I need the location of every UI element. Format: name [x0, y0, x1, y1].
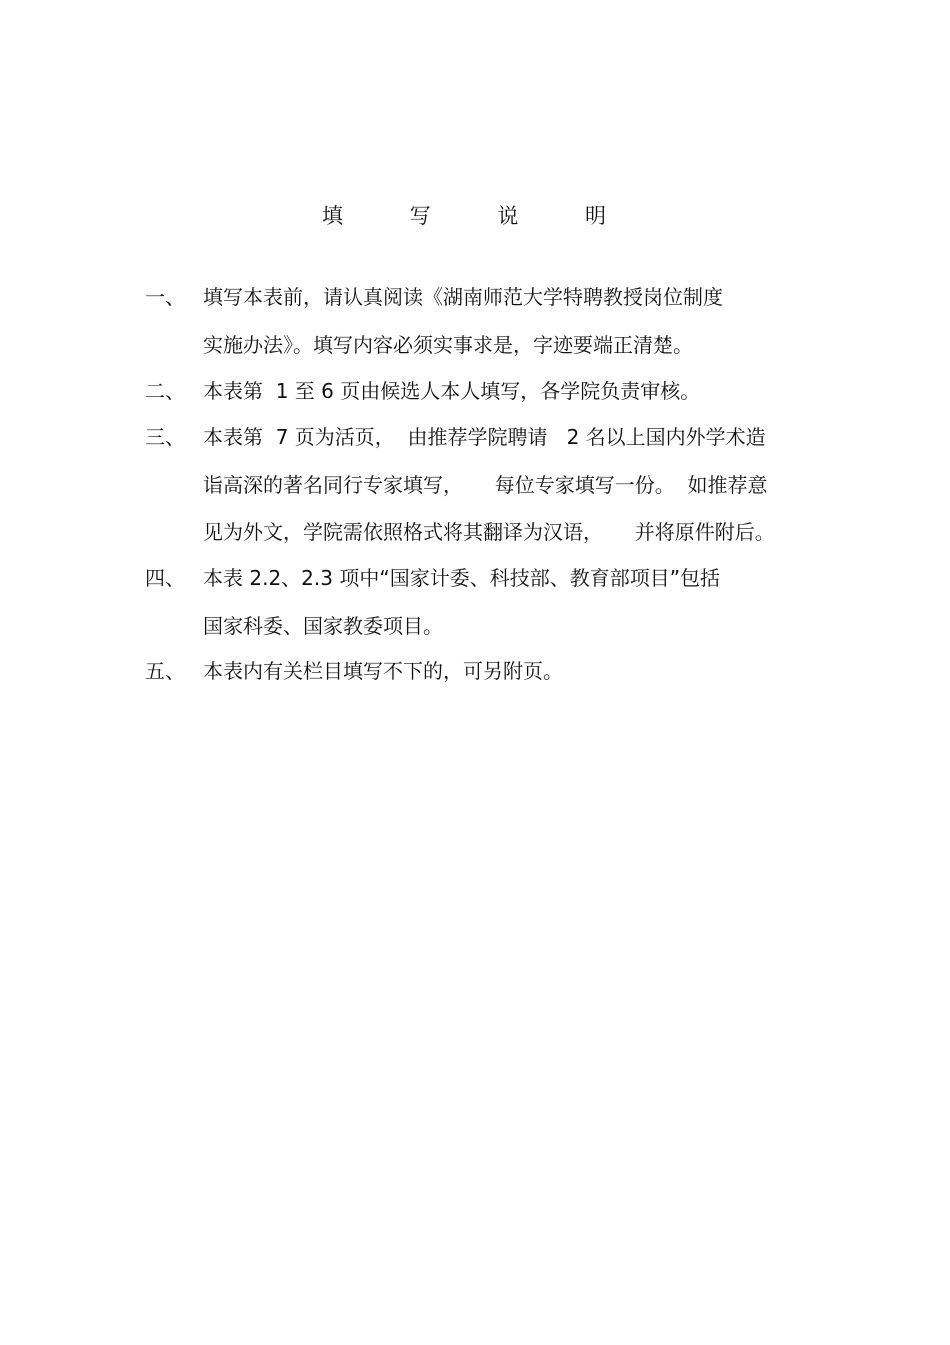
item-number: 三、 [145, 425, 185, 449]
page-title: 填 写 说 明 [321, 204, 637, 228]
item-number: 二、 [145, 379, 185, 403]
item-line: 诣高深的著名同行专家填写， 每位专家填写一份。 如推荐意 [203, 473, 768, 497]
item-number: 四、 [145, 566, 185, 590]
item-line: 本表第 7 页为活页， 由推荐学院聘请 2 名以上国内外学术造 [203, 425, 766, 449]
item-line: 见为外文，学院需依照格式将其翻译为汉语， 并将原件附后。 [203, 520, 775, 544]
item-line: 本表 2.2、2.3 项中“国家计委、科技部、教育部项目”包括 [203, 566, 721, 590]
item-line: 本表内有关栏目填写不下的，可另附页。 [203, 659, 563, 683]
item-number: 一、 [145, 285, 185, 309]
item-line: 国家科委、国家教委项目。 [203, 614, 443, 638]
item-line: 填写本表前，请认真阅读《湖南师范大学特聘教授岗位制度 [203, 285, 723, 309]
item-line: 实施办法》。填写内容必须实事求是，字迹要端正清楚。 [203, 333, 693, 357]
item-number: 五、 [145, 659, 185, 683]
item-line: 本表第 1 至 6 页由候选人本人填写，各学院负责审核。 [203, 379, 701, 403]
